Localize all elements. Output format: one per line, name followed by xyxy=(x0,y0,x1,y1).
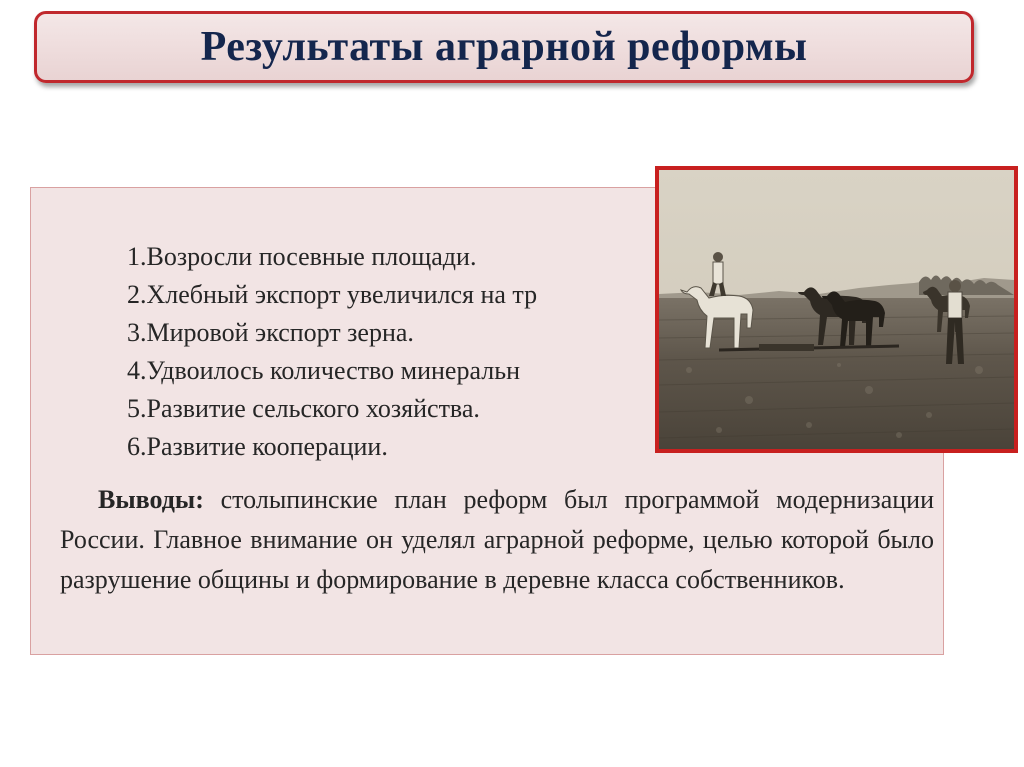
list-item: 6.Развитие кооперации. xyxy=(127,432,388,461)
results-list xyxy=(127,238,537,466)
list-item: 2.Хлебный экспорт увеличился на тр xyxy=(127,280,538,309)
page-title: Результаты аграрной реформы xyxy=(200,24,808,70)
list-item: 5.Развитие сельского хозяйства. xyxy=(127,394,480,423)
list-item: 3.Мировой экспорт зерна. xyxy=(127,318,414,347)
conclusion-text: столыпинские план реформ был программой модернизации России. Главное внимание он уделял аграрной реформе, целью которой было разрушение общины и формирование в деревне класса собственников. xyxy=(60,485,934,594)
title-banner xyxy=(34,11,974,83)
conclusion-paragraph xyxy=(60,480,934,600)
plowing-field-photo xyxy=(655,166,1018,453)
list-item: 4.Удвоилось количество минеральн xyxy=(127,356,520,385)
list-item: 1.Возросли посевные площади. xyxy=(127,242,477,271)
conclusion-label: Выводы: xyxy=(98,485,204,514)
photo-illustration xyxy=(659,170,1014,449)
